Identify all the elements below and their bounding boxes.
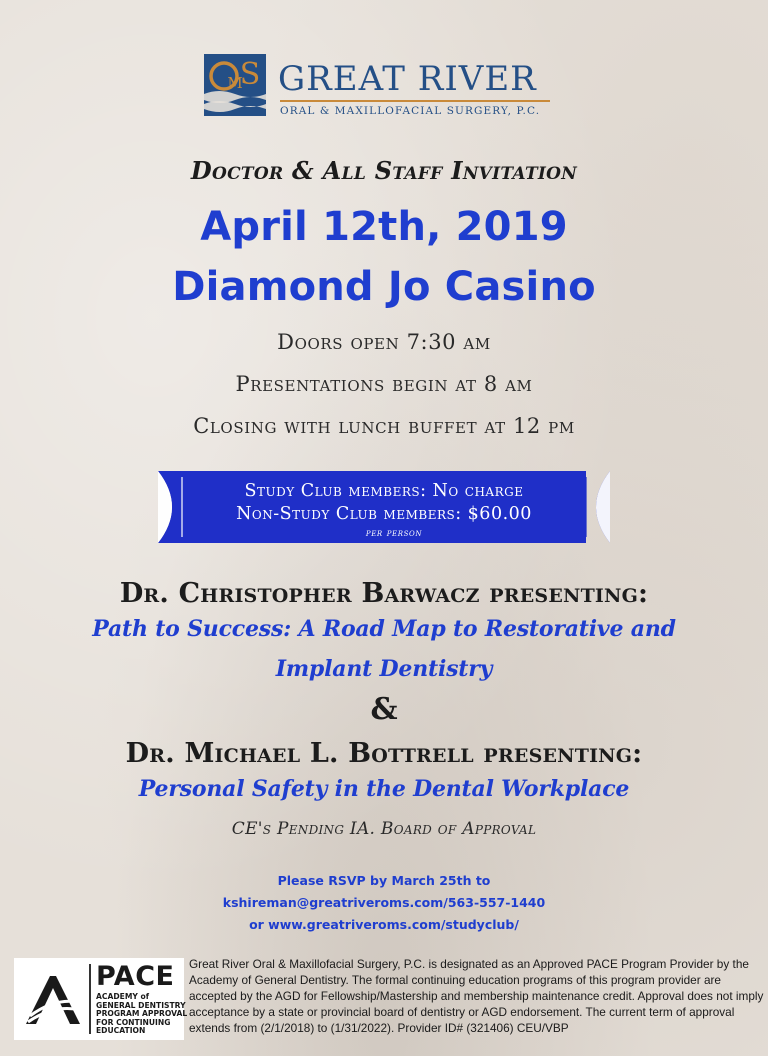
talk-title-barwacz: Path to Success: A Road Map to Restorative and Implant Dentistry [92,616,676,682]
ampersand: & [370,692,398,727]
talk-title-bottrell: Personal Safety in the Dental Workplace [138,776,630,802]
presenter-barwacz: Dr. Christopher Barwacz presenting: [119,578,649,609]
logo-title: GREAT RIVER [278,59,537,99]
ce-pending-note: CE's Pending IA. Board of Approval [231,819,537,839]
oms-monogram-icon [204,54,266,116]
monogram-m: M [227,74,243,92]
monogram-s: S [239,57,261,92]
rsvp-email-phone: kshireman@greatriveroms.com/563-557-1440 [222,895,546,910]
study-club-price: Study Club members: No charge [244,481,524,501]
event-date: April 12th, 2019 [200,204,568,250]
per-person-note: per person [365,527,423,539]
logo-divider [280,100,550,102]
company-logo [204,54,554,120]
schedule-doors: Doors open 7:30 am [277,330,491,354]
schedule-closing: Closing with lunch buffet at 12 pm [193,414,575,438]
pace-divider [89,964,91,1034]
pace-line-continuing: FOR CONTINUING [96,1017,171,1027]
logo-subtitle: ORAL & MAXILLOFACIAL SURGERY, P.C. [280,105,541,117]
pace-line-academy: ACADEMY of [96,992,150,1001]
rsvp-website: or www.greatriveroms.com/studyclub/ [249,917,519,932]
schedule-presentations: Presentations begin at 8 am [235,372,533,396]
pace-line-general-dentistry: GENERAL DENTISTRY [96,1000,186,1010]
rsvp-deadline: Please RSVP by March 25th to [277,873,491,888]
pace-title: PACE [96,961,175,992]
presenter-bottrell: Dr. Michael L. Bottrell presenting: [125,738,643,769]
event-venue: Diamond Jo Casino [172,264,596,310]
pace-logo [14,958,188,1040]
pace-statement: Great River Oral & Maxillofacial Surgery, P.C. is designated as an Approved PACE Program Provider by the Academy of General Dentistry. The formal continuing education programs of this program provider are accepted by the AGD for Fellowship/Mastership and membership maintenance credit. Approval does not imply acceptance by a state or provincial board of dentistry or AGD endorsement. The current term of approval extends from (2/1/2018) to (1/31/2022). Provider ID# (321406) CEU/VBP [189,957,764,1035]
agd-a-icon [24,972,82,1026]
pace-line-education: EDUCATION [96,1026,146,1036]
invitation-heading: Doctor & All Staff Invitation [190,156,578,185]
pace-line-program-approval: PROGRAM APPROVAL [96,1009,188,1019]
pricing-banner [158,471,610,543]
non-study-club-price: Non-Study Club members: $60.00 [236,504,532,524]
